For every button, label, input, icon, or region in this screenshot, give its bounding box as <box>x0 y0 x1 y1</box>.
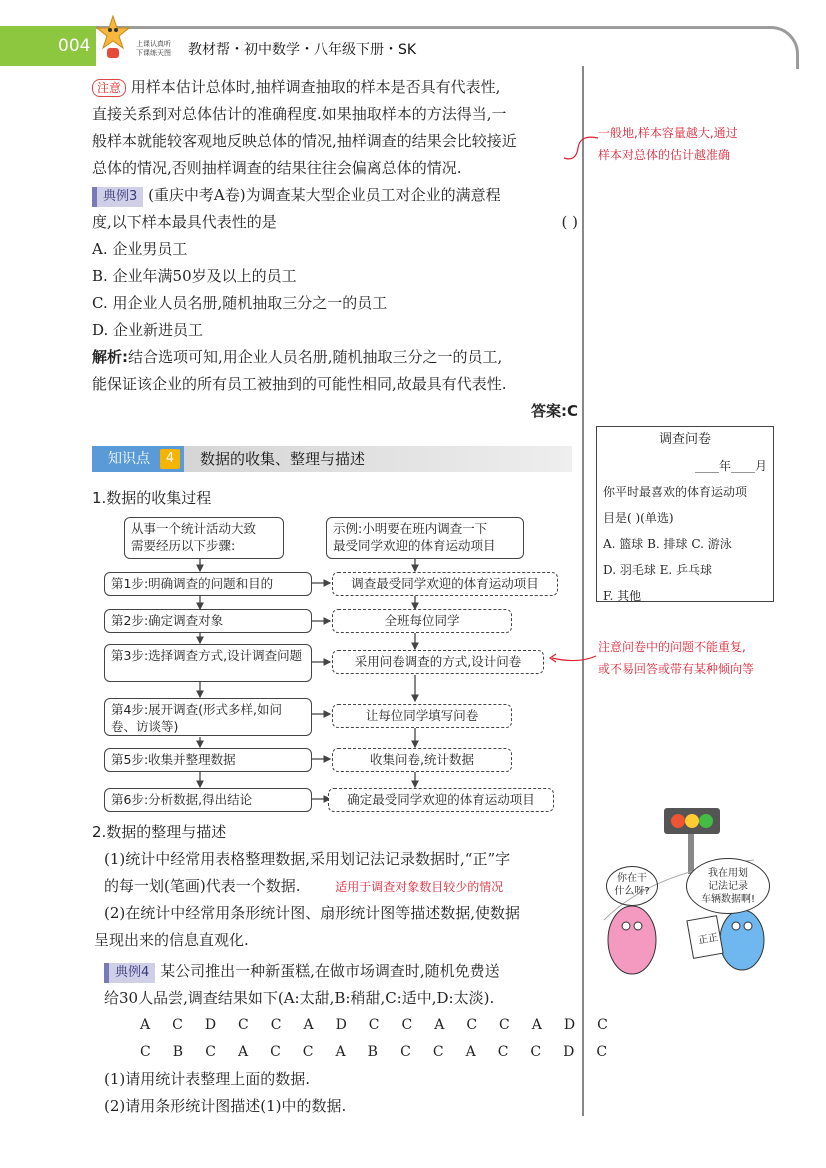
tally-paper-text: 正正 <box>697 932 720 947</box>
flow-example: 调查最受同学欢迎的体育运动项目 <box>332 572 558 596</box>
question-line: (2)请用条形统计图描述(1)中的数据. <box>104 1097 347 1115</box>
questionnaire-box <box>596 426 774 602</box>
paragraph-line: (2)在统计中经常用条形统计图、扇形统计图等描述数据,使数据 <box>104 904 521 922</box>
flow-intro-right: 示例:小明要在班内调查一下 最受同学欢迎的体育运动项目 <box>326 517 524 559</box>
example3-block <box>92 182 578 425</box>
flow-step: 第4步:展开调查(形式多样,如问卷、访谈等) <box>104 698 312 736</box>
example4-label: 典例4 <box>104 963 155 983</box>
flow-step: 第5步:收集并整理数据 <box>104 748 312 772</box>
option: C. 用企业人员名册,随机抽取三分之一的员工 <box>92 294 388 312</box>
margin-note-line: 注意问卷中的问题不能重复, <box>598 640 746 654</box>
analysis-text: 结合选项可知,用企业人员名册,随机抽取三分之一的员工, <box>128 348 503 366</box>
margin-note-line: 一般地,样本容量越大,通过 <box>598 126 738 140</box>
option: D. 企业新进员工 <box>92 321 204 339</box>
flow-example: 确定最受同学欢迎的体育运动项目 <box>328 788 554 812</box>
note-line: 总体的情况,否则抽样调查的结果往往会偏离总体的情况. <box>92 159 462 177</box>
header-slogan: 上课认真听 下课练天图 <box>136 40 171 57</box>
margin-divider <box>582 66 584 1116</box>
margin-note-line: 或不易回答或带有某种倾向等 <box>598 662 755 676</box>
flow-step: 第2步:确定调查对象 <box>104 609 312 633</box>
page-number-tab <box>0 26 96 66</box>
note-block <box>92 74 578 182</box>
answer-blank: ( ) <box>561 213 578 231</box>
header-title: 教材帮・初中数学・八年级下册・SK <box>188 42 417 58</box>
knowledge-label: 知识点 <box>92 446 184 472</box>
questionnaire-title: 调查问卷 <box>658 432 711 447</box>
example4-block <box>104 958 630 1120</box>
page-number: 004 <box>58 36 91 56</box>
example3-label: 典例3 <box>92 187 143 207</box>
note-badge: 注意 <box>92 79 126 97</box>
flow-step: 第1步:明确调查的问题和目的 <box>104 572 312 596</box>
knowledge-number: 4 <box>160 449 180 469</box>
paragraph-line: 的每一划(笔画)代表一个数据. <box>104 877 301 895</box>
data-sequence: CBCACCABCCACCDC <box>140 1044 630 1060</box>
question-line: (1)请用统计表整理上面的数据. <box>104 1070 311 1088</box>
margin-arrow-icon <box>560 128 600 168</box>
margin-note-2 <box>598 636 754 680</box>
mascot-icon <box>96 14 130 60</box>
questionnaire-option: D. 羽毛球 E. 乒乓球 <box>603 563 713 577</box>
flow-step: 第6步:分析数据,得出结论 <box>104 788 312 812</box>
flow-example: 收集问卷,统计数据 <box>332 748 512 772</box>
analysis-text: 能保证该企业的所有员工被抽到的可能性相同,故最具有代表性. <box>92 375 507 393</box>
answer: 答案:C <box>530 402 578 420</box>
questionnaire-option: F. 其他 <box>603 589 642 603</box>
margin-note-1 <box>598 122 738 166</box>
knowledge-title: 数据的收集、整理与描述 <box>200 450 366 468</box>
flow-example: 采用问卷调查的方式,设计问卷 <box>332 650 544 674</box>
example3-stem: 度,以下样本最具代表性的是 <box>92 213 277 231</box>
example3-stem: (重庆中考A卷)为调查某大型企业员工对企业的满意程 <box>148 186 501 204</box>
questionnaire-date: ____年____月 <box>694 459 767 473</box>
option: B. 企业年满50岁及以上的员工 <box>92 267 297 285</box>
margin-note-line: 样本对总体的估计越准确 <box>598 148 731 162</box>
example4-stem: 给30人品尝,调查结果如下(A:太甜,B:稍甜,C:适中,D:太淡). <box>104 989 495 1007</box>
flow-example: 让每位同学填写问卷 <box>332 704 512 728</box>
section1-title: 1.数据的收集过程 <box>92 489 212 507</box>
analysis-label: 解析: <box>92 348 128 366</box>
flow-step: 第3步:选择调查方式,设计调查问题 <box>104 644 312 682</box>
questionnaire-option: A. 篮球 B. 排球 C. 游泳 <box>603 537 732 551</box>
note-line: 般样本就能较客观地反映总体的情况,抽样调查的结果会比较接近 <box>92 132 517 150</box>
section2-title: 2.数据的整理与描述 <box>92 823 227 841</box>
flow-example: 全班每位同学 <box>332 609 512 633</box>
questionnaire-question: 你平时最喜欢的体育运动项 <box>603 485 748 499</box>
speech-bubble-right: 我在用划 记法记录 车辆数据啊! <box>686 858 770 914</box>
section2-body <box>94 846 578 954</box>
margin-arrow-icon <box>548 650 598 666</box>
handwritten-note: 适用于调查对象数目较少的情况 <box>335 880 504 894</box>
paragraph-line: 呈现出来的信息直观化. <box>94 931 249 949</box>
flow-intro-left: 从事一个统计活动大致 需要经历以下步骤: <box>124 517 284 559</box>
questionnaire-question: 目是( )(单选) <box>603 511 674 525</box>
note-line: 直接关系到对总体估计的准确程度.如果抽取样本的方法得当,一 <box>92 105 507 123</box>
option: A. 企业男员工 <box>92 240 188 258</box>
note-line: 用样本估计总体时,抽样调查抽取的样本是否具有代表性, <box>130 78 501 96</box>
speech-bubble-left: 你在干 什么呀? <box>606 866 658 906</box>
example4-stem: 某公司推出一种新蛋糕,在做市场调查时,随机免费送 <box>160 962 500 980</box>
paragraph-line: (1)统计中经常用表格整理数据,采用划记法记录数据时,“正”字 <box>104 850 511 868</box>
data-sequence: ACDCCADCCACCADC <box>140 1017 630 1033</box>
